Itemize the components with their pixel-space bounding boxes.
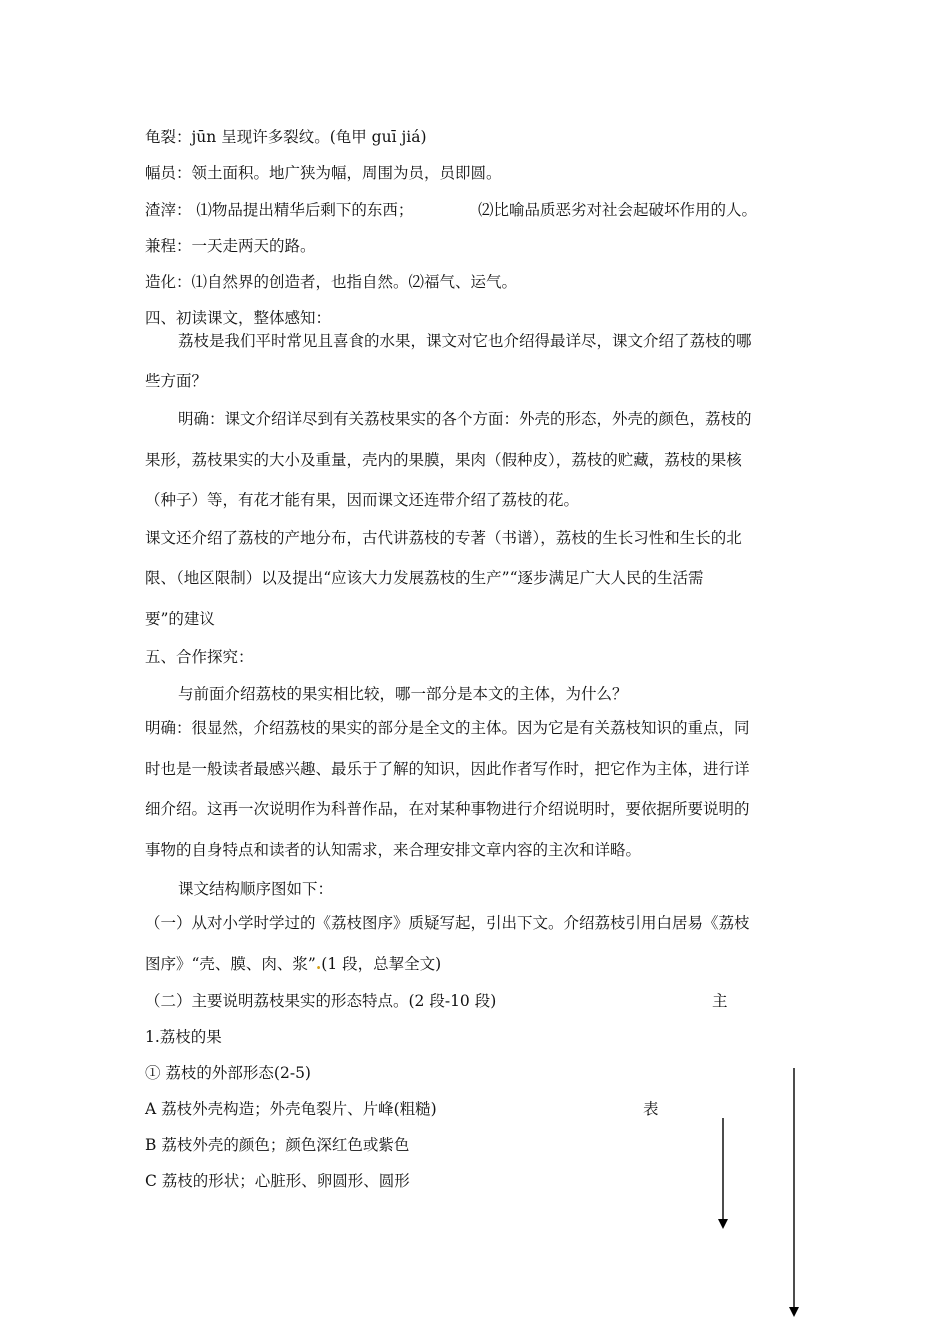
structure-intro: 课文结构顺序图如下： bbox=[178, 880, 334, 898]
paragraph-answer-line5: 限、（地区限制）以及提出“应该大力发展荔枝的生产”“逐步满足广大人民的生活需 bbox=[145, 569, 704, 587]
emphasis-dot: . bbox=[315, 954, 322, 973]
structure-fruit-heading: 1.荔枝的果 bbox=[145, 1028, 222, 1046]
paragraph-inquiry-line2: 时也是一般读者最感兴趣、最乐于了解的知识，因此作者写作时，把它作为主体，进行详 bbox=[145, 760, 750, 778]
vocab-zhazi-part2: ⑵比喻品质恶劣对社会起破坏作用的人。 bbox=[478, 201, 758, 219]
paragraph-answer-line2: 果形，荔枝果实的大小及重量，壳内的果膜，果肉（假种皮），荔枝的贮藏，荔枝的果核 bbox=[145, 451, 742, 469]
paragraph-inquiry-line3: 细介绍。这再一次说明作为科普作品，在对某种事物进行介绍说明时，要依据所要说明的 bbox=[145, 800, 750, 818]
section-heading-4: 四、初读课文，整体感知： bbox=[145, 309, 332, 327]
structure-part2-heading: （二）主要说明荔枝果实的形态特点。(2 段-10 段) bbox=[145, 992, 497, 1010]
vocab-zhazi-part1: 渣滓： ⑴物品提出精华后剩下的东西； bbox=[145, 201, 414, 219]
structure-part1-line1: （一）从对小学时学过的《荔枝图序》质疑写起，引出下文。介绍荔枝引用白居易《荔枝 bbox=[145, 914, 750, 932]
paragraph-answer-line3: （种子）等，有花才能有果，因而课文还连带介绍了荔枝的花。 bbox=[145, 491, 580, 509]
paragraph-answer-line1: 明确：课文介绍详尽到有关荔枝果实的各个方面：外壳的形态，外壳的颜色，荔枝的 bbox=[178, 410, 752, 428]
vocab-fuyuan: 幅员：领土面积。地广狭为幅，周围为员，员即圆。 bbox=[145, 164, 502, 182]
structure-item-c: C 荔枝的形状；心脏形、卵圆形、圆形 bbox=[145, 1172, 410, 1190]
arrow-short bbox=[718, 1118, 728, 1229]
paragraph-answer-line4: 课文还介绍了荔枝的产地分布，古代讲荔枝的专著（书谱），荔枝的生长习性和生长的北 bbox=[145, 529, 742, 547]
structure-part1-line2 bbox=[145, 954, 441, 974]
vocab-zaohua: 造化：⑴自然界的创造者，也指自然。⑵福气、运气。 bbox=[145, 273, 518, 291]
paragraph-inquiry-line1: 明确：很显然，介绍荔枝的果实的部分是全文的主体。因为它是有关荔枝知识的重点，同 bbox=[145, 719, 750, 737]
label-biao: 表 bbox=[643, 1100, 659, 1118]
label-zhu: 主 bbox=[712, 992, 728, 1010]
arrow-long bbox=[789, 1068, 799, 1317]
structure-item-a: A 荔枝外壳构造；外壳龟裂片、片峰(粗糙) bbox=[145, 1100, 437, 1118]
structure-item-b: B 荔枝外壳的颜色；颜色深红色或紫色 bbox=[145, 1136, 410, 1154]
paragraph-answer-line6: 要”的建议 bbox=[145, 610, 215, 628]
section-heading-5: 五、合作探究： bbox=[145, 648, 254, 666]
vocab-jiancheng: 兼程：一天走两天的路。 bbox=[145, 237, 316, 255]
structure-part1-quote: 图序》“壳、膜、肉、浆” bbox=[145, 955, 316, 973]
vocab-guilie: 龟裂：jūn 呈现许多裂纹。(龟甲 guī jiá) bbox=[145, 128, 427, 146]
paragraph-question-line1: 荔枝是我们平时常见且喜食的水果，课文对它也介绍得最详尽，课文介绍了荔枝的哪 bbox=[178, 332, 752, 350]
structure-external-form: ① 荔枝的外部形态(2-5) bbox=[145, 1064, 311, 1082]
paragraph-question-line2: 些方面？ bbox=[145, 372, 208, 390]
paragraph-inquiry-question: 与前面介绍荔枝的果实相比较，哪一部分是本文的主体，为什么？ bbox=[178, 685, 628, 703]
structure-part1-note: (1 段，总挈全文) bbox=[321, 955, 442, 973]
paragraph-inquiry-line4: 事物的自身特点和读者的认知需求，来合理安排文章内容的主次和详略。 bbox=[145, 841, 642, 859]
